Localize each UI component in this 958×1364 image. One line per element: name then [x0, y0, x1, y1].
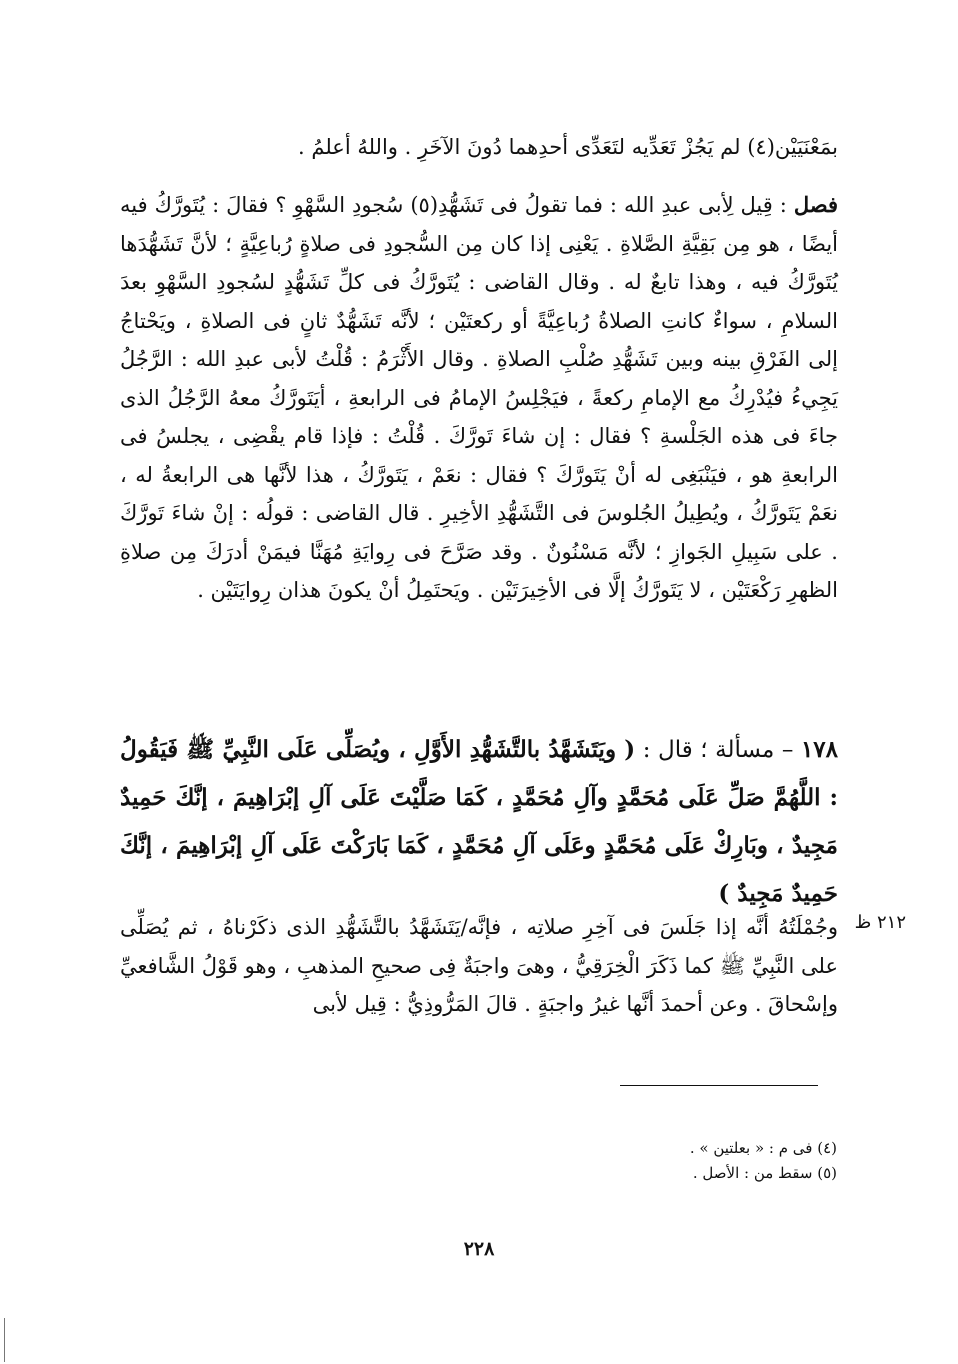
explanation-paragraph	[120, 908, 838, 1024]
opening-line	[120, 128, 838, 167]
masala-paragraph-text	[120, 726, 838, 918]
footnote-divider	[620, 1085, 818, 1086]
opening-line-text: بمَعْنَيَيْن(٤) لم يَجُزْ تَعَدِّيه لتَعَدِّى أحدِهما دُونَ الآخَرِ . واللهُ أعلمُ .	[298, 135, 838, 159]
masala-number: ١٧٨	[800, 736, 839, 763]
footnotes	[400, 1136, 837, 1186]
scan-edge-mark	[4, 1318, 5, 1362]
footnote-5: (٥) سقط من : الأصل .	[692, 1164, 837, 1182]
fasl-heading: فصل	[793, 192, 838, 217]
fasl-paragraph-text	[120, 186, 838, 610]
fasl-body: : قِيل لِأبى عبدِ الله : فما تقولُ فى تَشَهُّدِ(٥) سُجودِ السَّهْوِ ؟ فقالَ : يُتَورَّكُ فيه أيضًا ، هو مِن بَقِيَّةِ الصَّلاةِ . يَعْنِى إذا كان مِن السُّجودِ فى صلاةٍ رُباعِيَّةٍ ؛ لأنَّ تَشَهُّدَها يُتَورَّكُ فيه ، وهذا تابعٌ له . وقال القاضى : يُتَورَّكُ فى كلِّ تَشَهُّدٍ لسُجودِ السَّهْوِ بعدَ السلامِ ، سواءٌ كانتِ الصلاةُ رُباعِيَّةً أو ركعتَيْن ؛ لأنَّه تَشَهُّدٌ ثانٍ فى الصلاةِ ، ويَحْتاجُ إلى الفَرْقِ بينه وبين تَشَهُّدِ صُلْبِ الصلاةِ . وقال الأَثْرَمُ : قُلْتُ لأبى عبدِ الله : الرَّجُلُ يَجِيءُ فيُدْرِكُ مع الإمامِ ركعةً ، فيَجْلِسُ الإمامُ فى الرابعةِ ، أيَتَورَّكُ معهُ الرَّجُلُ الذى جاءَ فى هذه الجَلْسةِ ؟ فقال : إن شاءَ تَورَّكَ . قُلْتُ : فإذا قام يقْضِى ، يجلسُ فى الرابعةِ هو ، فيَنْبَغِى له أنْ يَتَورَّكَ ؟ فقال : نعَمْ ، يَتَورَّكُ ، هذا لأنَّها هى الرابعةُ له ، نعَمْ يَتَورَّكُ ، ويُطِيلُ الجُلوسَ فى التَّشَهُّدِ الأخِيرِ . قال القاضى : قولُه : إنْ شاءَ تَورَّكَ . على سَبِيلِ الجَوازِ ؛ لأنَّه مَسْنُونٌ . وقد صَرَّحَ فى رِوايَةِ مُهَنَّا فيمَنْ أدرَكَ مِن صلاةِ الظهرِ رَكْعَتَيْن ، لا يَتَورَّكُ إلَّا فى الأخِيرَتَيْن . ويَحتَمِلُ أنْ يكونَ هذان رِوايَتَيْن .	[120, 193, 838, 602]
masala-label: – مسألة ؛ قال :	[635, 737, 801, 763]
fasl-paragraph	[120, 186, 838, 610]
footnote-4: (٤) فى م : « بعلتين » .	[689, 1139, 837, 1157]
explanation-paragraph-text: وجُمْلَتُهُ أنَّه إذا جَلَسَ فى آخِرِ صلاتِه ، فإنَّه/يَتَشَهَّدُ بالتَّشَهُّدِ الذى ذكَرْناهُ ، ثم يُصَلِّى على النَّبِيِّ ﷺ كما ذَكَرَ الْخِرَقِيُّ ، وهىَ واجبَةٌ فِى صحيحِ المذهبِ ، وهو قَوْلُ الشَّافعيِّ وإسْحاقَ . وعن أحمدَ أنَّها غيرُ واجبَةٍ . قالَ المَرُّوذِيُّ : قِيل لأبى	[120, 915, 838, 1016]
masala-paragraph	[120, 726, 838, 918]
margin-folio-note: ٢١٢ ظ	[854, 912, 906, 933]
page-number: ٢٢٨	[463, 1238, 495, 1260]
masala-text: ( ويَتَشَهَّدُ بالتَّشَهُّدِ الأَوَّلِ ، ويُصَلِّى عَلَى النَّبِيِّ ﷺ فَيَقُولُ : اللَّهُمَّ صَلِّ عَلَى مُحَمَّدٍ وآلِ مُحَمَّدٍ ، كَمَا صَلَّيْتَ عَلَى آلِ إبْرَاهِيمَ ، إنَّكَ حَمِيدٌ مَجِيدٌ ، وبَارِكْ عَلَى مُحَمَّدٍ وعَلَى آلِ مُحَمَّدٍ ، كَمَا بَارَكْتَ عَلَى آلِ إبْرَاهِيمَ ، إنَّكَ حَمِيدٌ مَجِيدٌ )	[120, 736, 838, 907]
